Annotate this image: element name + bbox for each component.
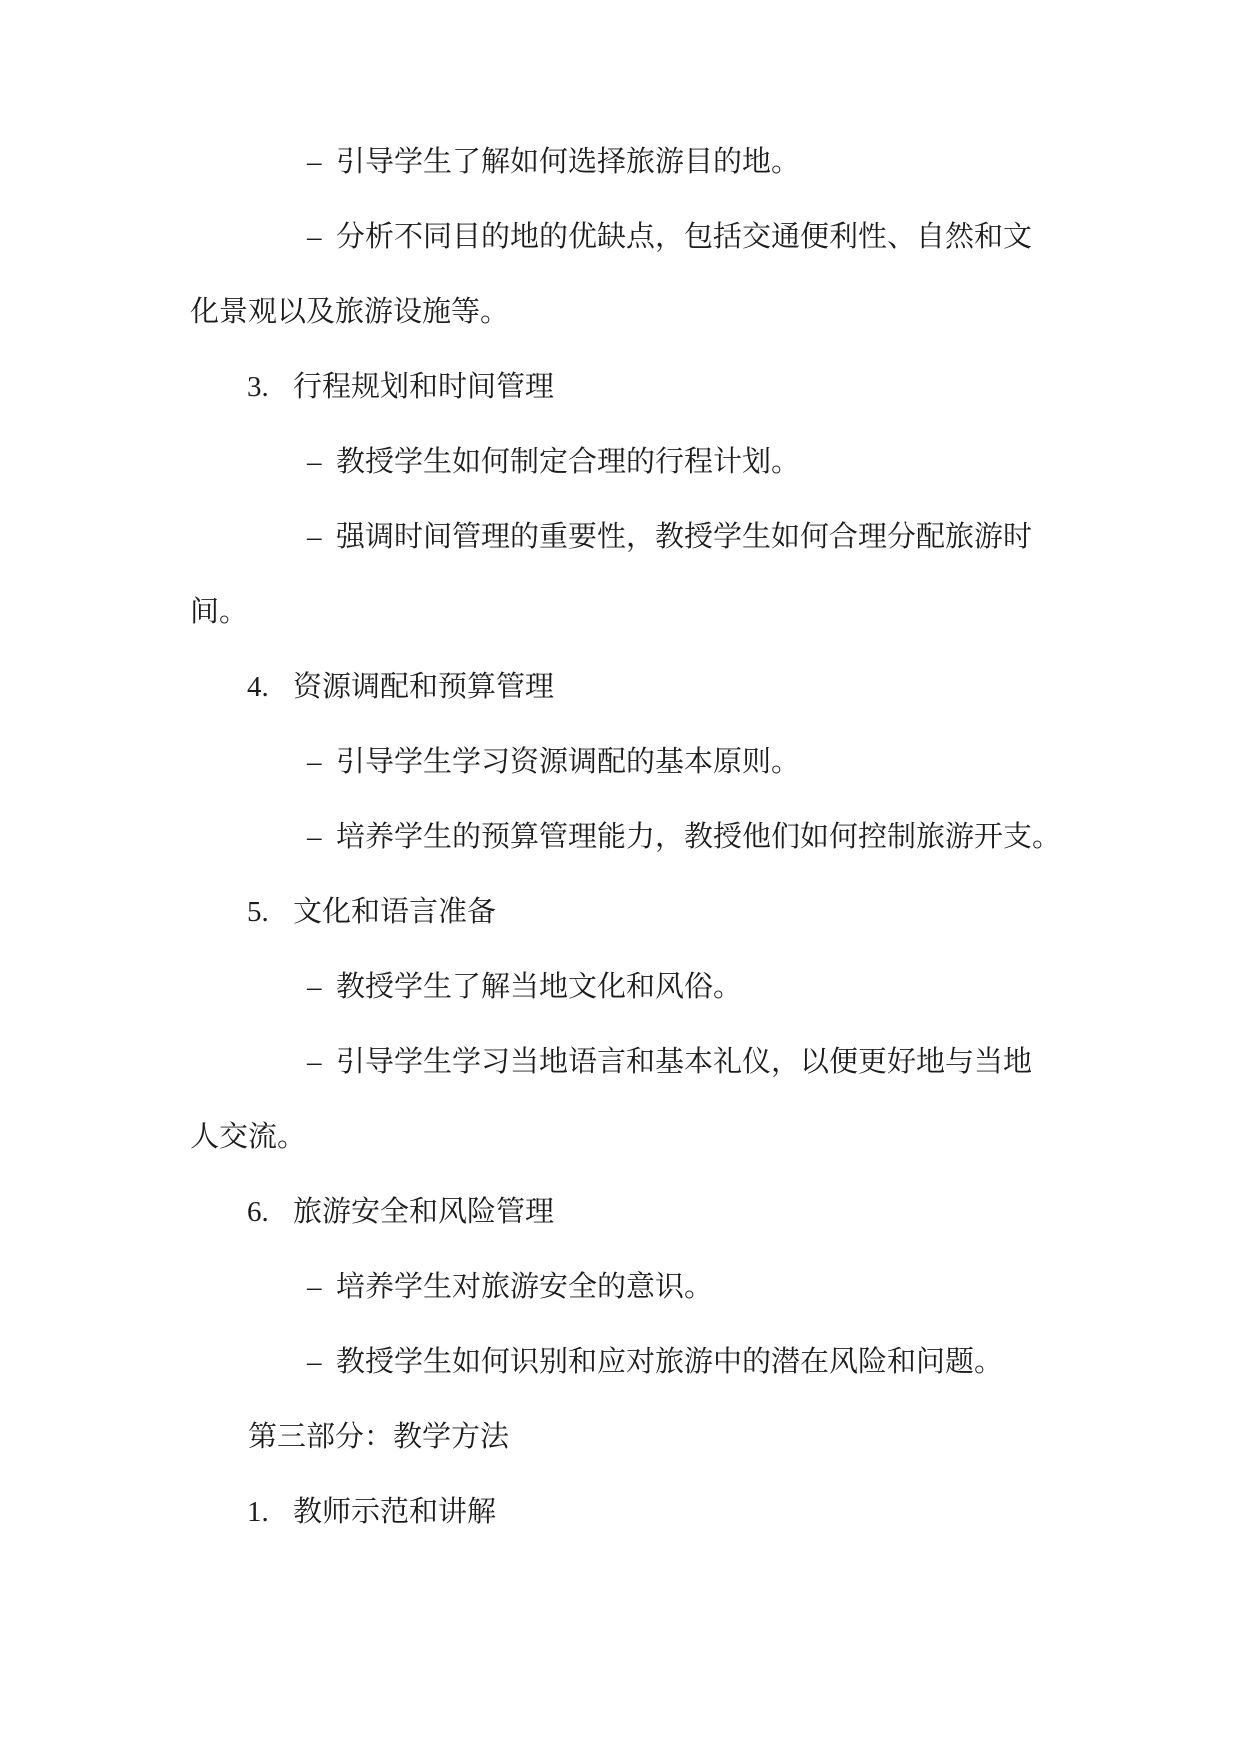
list-item-text: 引导学生了解如何选择旅游目的地。 (336, 146, 801, 178)
list-item-dash (0, 200, 1241, 275)
numbered-item-text: 资源调配和预算管理 (293, 671, 555, 703)
list-item-dash (0, 125, 1241, 200)
wrapped-line (0, 275, 1241, 350)
dash-bullet: – (307, 1271, 322, 1303)
list-item-text: 人交流。 (190, 1121, 307, 1153)
numbered-item-text: 行程规划和时间管理 (293, 371, 555, 403)
dash-bullet: – (307, 221, 322, 253)
numbered-item-text: 文化和语言准备 (293, 896, 497, 928)
numbered-item-text: 教师示范和讲解 (293, 1496, 497, 1528)
numbered-item (0, 875, 1241, 950)
section-heading (0, 1400, 1241, 1475)
number-marker: 3. (247, 371, 269, 403)
dash-bullet: – (307, 821, 322, 853)
numbered-item (0, 350, 1241, 425)
list-item-text: 教授学生如何制定合理的行程计划。 (336, 446, 801, 478)
numbered-item (0, 1475, 1241, 1550)
number-marker: 6. (247, 1196, 269, 1228)
list-item-dash (0, 500, 1241, 575)
dash-bullet: – (307, 446, 322, 478)
list-item-dash (0, 950, 1241, 1025)
list-item-text: 间。 (190, 596, 249, 628)
number-marker: 4. (247, 671, 269, 703)
list-item-dash (0, 725, 1241, 800)
dash-bullet: – (307, 746, 322, 778)
numbered-item-text: 旅游安全和风险管理 (293, 1196, 555, 1228)
dash-bullet: – (307, 971, 322, 1003)
numbered-item (0, 1175, 1241, 1250)
list-item-text: 化景观以及旅游设施等。 (190, 296, 510, 328)
list-item-text: 引导学生学习当地语言和基本礼仪，以便更好地与当地 (336, 1046, 1033, 1078)
list-item-dash (0, 1025, 1241, 1100)
list-item-text: 培养学生的预算管理能力，教授他们如何控制旅游开支。 (336, 821, 1062, 853)
list-item-text: 强调时间管理的重要性，教授学生如何合理分配旅游时 (336, 521, 1033, 553)
list-item-text: 教授学生了解当地文化和风俗。 (336, 971, 743, 1003)
dash-bullet: – (307, 1046, 322, 1078)
list-item-dash (0, 1325, 1241, 1400)
list-item-text: 引导学生学习资源调配的基本原则。 (336, 746, 801, 778)
list-item-dash (0, 425, 1241, 500)
list-item-text: 教授学生如何识别和应对旅游中的潜在风险和问题。 (336, 1346, 1004, 1378)
dash-bullet: – (307, 521, 322, 553)
list-item-dash (0, 800, 1241, 875)
list-item-text: 培养学生对旅游安全的意识。 (336, 1271, 714, 1303)
list-item-text: 分析不同目的地的优缺点，包括交通便利性、自然和文 (336, 221, 1033, 253)
wrapped-line (0, 575, 1241, 650)
section-heading-text: 第三部分：教学方法 (248, 1421, 510, 1453)
dash-bullet: – (307, 146, 322, 178)
number-marker: 5. (247, 896, 269, 928)
wrapped-line (0, 1100, 1241, 1175)
list-item-dash (0, 1250, 1241, 1325)
number-marker: 1. (247, 1496, 269, 1528)
dash-bullet: – (307, 1346, 322, 1378)
numbered-item (0, 650, 1241, 725)
